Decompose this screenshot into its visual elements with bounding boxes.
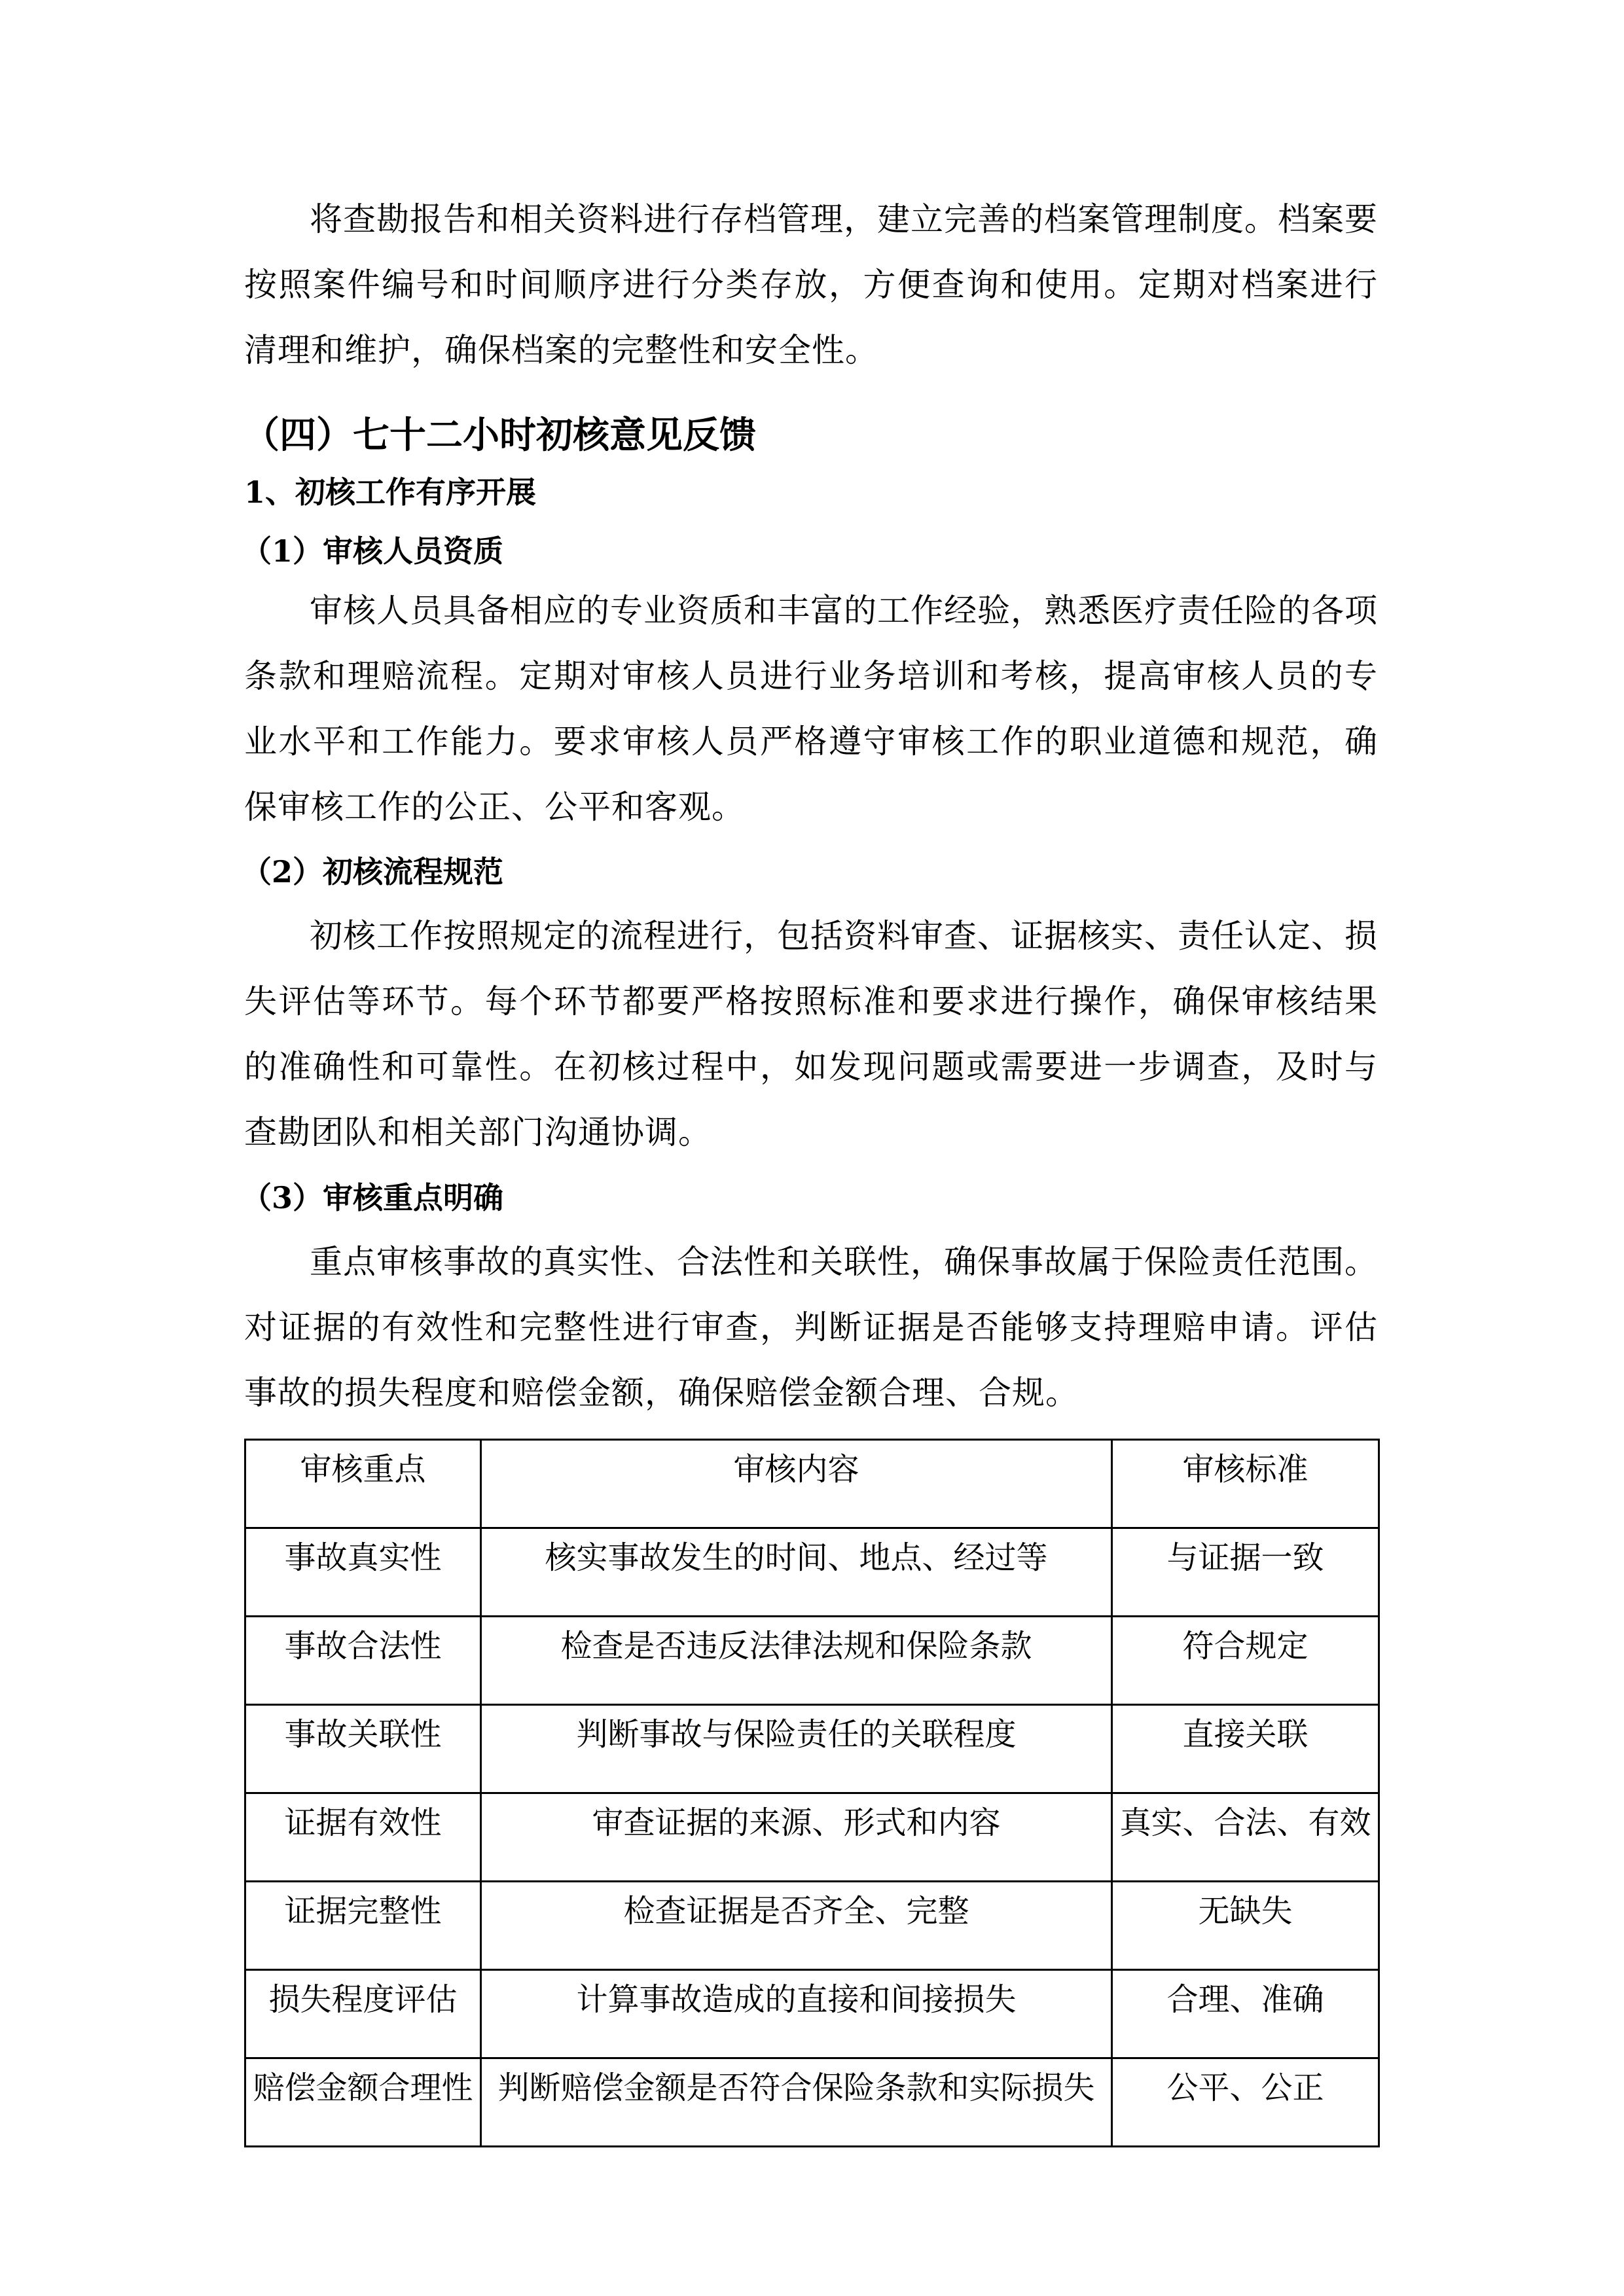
table-cell: 证据完整性 — [245, 1882, 481, 1970]
review-focus-table — [244, 1439, 1380, 2147]
table-row — [245, 1882, 1379, 1970]
item-heading: 1、初核工作有序开展 — [244, 475, 537, 510]
process-standard-paragraph: 初核工作按照规定的流程进行，包括资料审查、证据核实、责任认定、损失评估等环节。每个环节都要严格按照标准和要求进行操作，确保审核结果的准确性和可靠性。在初核过程中，如发现问题或需要进一步调查，及时与查勘团队和相关部门沟通协调。 — [244, 917, 1378, 1151]
auditor-quality-block — [244, 578, 1378, 840]
table-cell: 直接关联 — [1112, 1705, 1379, 1793]
table-cell: 检查证据是否齐全、完整 — [481, 1882, 1112, 1970]
table-cell: 事故真实性 — [245, 1528, 481, 1617]
table-cell: 合理、准确 — [1112, 1970, 1379, 2058]
table-cell: 核实事故发生的时间、地点、经过等 — [481, 1528, 1112, 1617]
table-cell: 公平、公正 — [1112, 2058, 1379, 2147]
header-cell: 审核内容 — [481, 1440, 1112, 1528]
table-cell: 与证据一致 — [1112, 1528, 1379, 1617]
table-cell: 符合规定 — [1112, 1617, 1379, 1705]
table-header-row — [245, 1440, 1379, 1528]
table-row — [245, 1528, 1379, 1617]
archive-paragraph-block — [244, 187, 1378, 383]
table-cell: 事故合法性 — [245, 1617, 481, 1705]
subheading-focus-clear: （3）审核重点明确 — [242, 1180, 504, 1215]
table-cell: 计算事故造成的直接和间接损失 — [481, 1970, 1112, 2058]
header-cell: 审核重点 — [245, 1440, 481, 1528]
table-cell: 检查是否违反法律法规和保险条款 — [481, 1617, 1112, 1705]
table-row — [245, 1793, 1379, 1882]
table-cell: 判断赔偿金额是否符合保险条款和实际损失 — [481, 2058, 1112, 2147]
table-cell: 判断事故与保险责任的关联程度 — [481, 1705, 1112, 1793]
focus-clear-block — [244, 1229, 1378, 1426]
section-heading: （四）七十二小时初核意见反馈 — [243, 414, 756, 457]
table-cell: 事故关联性 — [245, 1705, 481, 1793]
table-row — [245, 2058, 1379, 2147]
archive-paragraph: 将查勘报告和相关资料进行存档管理，建立完善的档案管理制度。档案要按照案件编号和时间顺序进行分类存放，方便查询和使用。定期对档案进行清理和维护，确保档案的完整性和安全性。 — [244, 200, 1378, 369]
process-standard-block — [244, 903, 1378, 1165]
table-cell: 无缺失 — [1112, 1882, 1379, 1970]
table-row — [245, 1970, 1379, 2058]
table-cell: 审查证据的来源、形式和内容 — [481, 1793, 1112, 1882]
table-cell: 损失程度评估 — [245, 1970, 481, 2058]
auditor-quality-paragraph: 审核人员具备相应的专业资质和丰富的工作经验，熟悉医疗责任险的各项条款和理赔流程。定期对审核人员进行业务培训和考核，提高审核人员的专业水平和工作能力。要求审核人员严格遵守审核工作的职业道德和规范，确保审核工作的公正、公平和客观。 — [244, 592, 1378, 826]
focus-clear-paragraph: 重点审核事故的真实性、合法性和关联性，确保事故属于保险责任范围。对证据的有效性和完整性进行审查，判断证据是否能够支持理赔申请。评估事故的损失程度和赔偿金额，确保赔偿金额合理、合规。 — [244, 1243, 1378, 1412]
subheading-process-standard: （2）初核流程规范 — [242, 854, 504, 889]
table-cell: 证据有效性 — [245, 1793, 481, 1882]
table-row — [245, 1705, 1379, 1793]
header-cell: 审核标准 — [1112, 1440, 1379, 1528]
table-cell: 真实、合法、有效 — [1112, 1793, 1379, 1882]
table-cell: 赔偿金额合理性 — [245, 2058, 481, 2147]
subheading-auditor-quality: （1）审核人员资质 — [242, 533, 504, 569]
table-row — [245, 1617, 1379, 1705]
